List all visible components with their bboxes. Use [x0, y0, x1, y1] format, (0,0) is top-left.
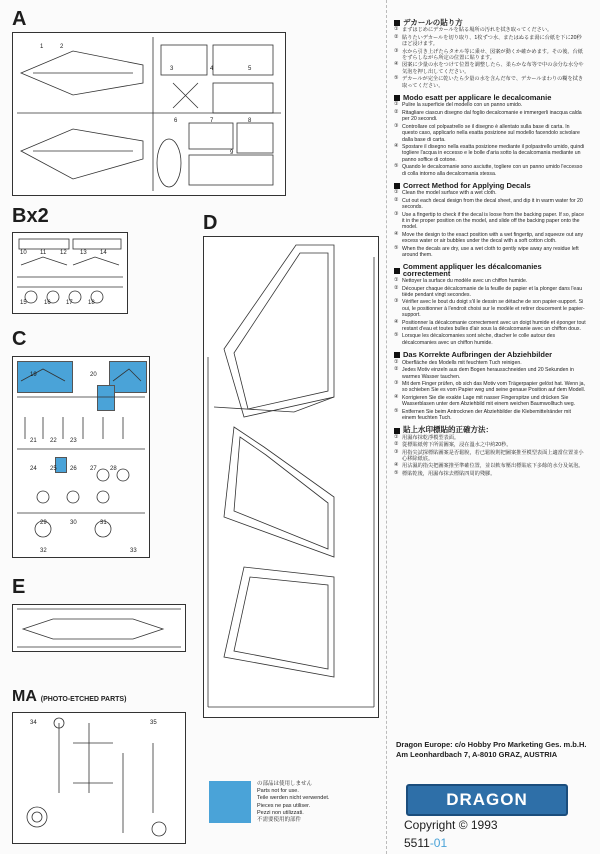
part-number: 26 — [70, 466, 77, 472]
fr-step-text: Positionner la décalcomanie correctement avec un doigt humide et éponger tout restant d'eau et toutes bulles d'air sous la décalcomanie avec un chiffon doux. — [402, 319, 586, 333]
en-heading — [394, 180, 586, 190]
en-step-text: When the decals are dry, use a wet cloth to gently wipe away any residue left around them. — [402, 245, 579, 258]
part-number: 17 — [66, 300, 73, 306]
sprue-e-frame — [12, 604, 186, 652]
it-step-text: Quando le decalcomanie sono asciutte, togliere con un panno umido l'eccesso di colla intorno alla decalcomania stessa. — [402, 164, 583, 177]
de-step-text: Entfernen Sie beim Antrocknen der Abziehbilder die Klebemittelränder mit einem feuchten Tuch. — [402, 408, 571, 421]
part-number: 7 — [210, 118, 214, 124]
notice-line: 不需要使用的部件 — [257, 817, 302, 824]
de-step: ④ Korrigieren Sie die exakte Lage mit nasser Fingerspitze und drücken Sie Wasserblasen unter dem Abziehbild mit einem weichen Baumwolltuch weg. — [394, 394, 576, 408]
jp-step-text: 図案に少量の水をつけて位置を調整したら、柔らかな布等で中の余分な水分や気泡を押し出してください。 — [402, 62, 584, 75]
section-d-label: D — [203, 212, 218, 234]
en-title: Correct Method for Applying Decals — [403, 180, 531, 190]
notice-line: の部品は使用しません — [257, 781, 313, 787]
part-number: 28 — [110, 466, 117, 472]
jp-step-text: 水から引き上げたらタオル等に乗せ、図案が動くか確かめます。その後、台紙をずらしながら所定の位置に貼ります。 — [402, 48, 583, 62]
part-number: 6 — [174, 118, 178, 124]
sprue-c-drawing — [13, 357, 149, 557]
ma-drawing — [13, 713, 185, 843]
part-number: 25 — [50, 466, 57, 472]
en-step: ④ Move the design to the exact position with a wet fingertip, and squeeze out any excess water or air bubbles under the decal with a soft cotton cloth. — [394, 231, 584, 245]
part-number: 31 — [100, 520, 107, 526]
part-number: 32 — [40, 548, 47, 554]
fr-step: ① Nettoyer la surface du modèle avec un chiffon humide. — [394, 278, 528, 285]
section-b-label: Bx2 — [12, 205, 49, 227]
distributor-line-1: Dragon Europe: c/o Hobby Pro Marketing Ges. m.b.H. — [396, 740, 587, 749]
notice-line: Pieces ne pas utiliser. — [257, 802, 311, 809]
section-ma-label — [12, 688, 126, 706]
sprue-a-drawing — [13, 33, 285, 195]
part-number: 23 — [70, 438, 77, 444]
jp-step-text: まずはじめにデカールを貼る場所の汚れを拭き取ってください。 — [402, 27, 553, 34]
it-step-text: Ritagliare ciascun disegno dal foglio decalcomanie e immergerli inacqua calda per 20 secondi. — [402, 109, 582, 123]
jp-step-text: デカールが完全に乾いたら少量の水を含んだ布で、デカールまわりの糊を拭き取ってください。 — [402, 76, 584, 89]
jp-step: ① まずはじめにデカールを貼る場所の汚れを拭き取ってください。 — [394, 27, 553, 34]
sprue-c-frame — [12, 356, 150, 558]
zh-step-text: 從標貼紙剪下所需圖案，浸在溫水之中約20秒。 — [402, 442, 512, 449]
jp-title: デカールの貼り方 — [403, 18, 463, 27]
product-code — [404, 836, 447, 850]
de-heading — [394, 352, 586, 358]
fr-heading — [394, 264, 586, 277]
ma-note: (PHOTO-ETCHED PARTS) — [40, 696, 127, 703]
part-number: 29 — [40, 520, 47, 526]
en-step-text: Move the design to the exact position with a wet fingertip, and squeeze out any excess water or air bubbles under the decal with a soft cotton cloth. — [402, 231, 584, 245]
fr-step-text: Nettoyer la surface du modèle avec un chiffon humide. — [402, 278, 528, 285]
part-number: 2 — [60, 44, 64, 50]
de-step: ① Oberfläche des Modells mit feuchtem Tuch reinigen. — [394, 359, 522, 366]
de-step-text: Jedes Motiv einzeln aus dem Bogen herausschneiden und 20 Sekunden in warmes Wasser tauchen. — [402, 367, 574, 380]
fr-step-text: Vérifier avec le bout du doigt s'il le dessin se détache de son papier-support. Si oui, le positionner à l'endroit choisi sur le modèle et retirer doucement le papier-support. — [402, 299, 585, 319]
it-step-text: Pulire la superficie del modello con un panno umido. — [402, 102, 523, 109]
fr-step-text: Lorsque les décalcomanies sont sèche, dtacher le colle autour des décalcomanies avec un chiffon humide. — [402, 333, 556, 346]
decal-instructions — [394, 14, 586, 478]
sprue-a-frame — [12, 32, 286, 196]
zh-step: ② 從標貼紙剪下所需圖案，浸在溫水之中約20秒。 — [394, 442, 512, 449]
distributor-address — [396, 740, 586, 760]
de-step-text: Mit dem Finger prüfen, ob sich das Motiv vom Trägerpapier gelöst hat. Wenn ja, so schieben Sie es vom Papier weg und seine genaue Position auf dem Modell. — [402, 380, 586, 394]
part-number: 14 — [100, 250, 107, 256]
sprue-d-drawing — [204, 237, 378, 717]
it-step-text: Spostare il disegno nella esatta posizione mediante il polpastrello umido, quindi togliere l'acqua in eccesso e le bolle d'aria sotto la decalcomania mediante un panno soffice di cotone. — [402, 143, 585, 163]
part-number: 21 — [30, 438, 37, 444]
notice-line: Pezzi non utilizzati. — [257, 809, 304, 816]
it-title: Modo esatt per applicare le decalcomanie — [403, 93, 552, 103]
en-step-text: Cut out each decal design from the decal sheet, and dip it in warm water for 20 seconds. — [402, 197, 583, 211]
part-number: 15 — [20, 300, 27, 306]
en-step: ③ Use a fingertip to check if the decal is loose from the backing paper. If so, place it in the proper position on the model, and slide off the backing paper onto the model. — [394, 211, 584, 231]
column-divider — [386, 0, 387, 854]
distributor-line-2: Am Leonhardbach 7, A-8010 GRAZ, AUSTRIA — [396, 750, 558, 759]
product-code-suffix: -01 — [429, 836, 448, 850]
fr-step-text: Découper chaque décalcomanie de la feuille de papier et la plonger dans l'eau tiède pendant vingt secondes. — [402, 285, 583, 299]
it-heading — [394, 95, 586, 101]
fr-step: ④ Positionner la décalcomanie correctement avec un doigt humide et éponger tout restant d'eau et toutes bulles d'air sous la décalcomanie avec un chiffon doux. — [394, 319, 586, 333]
sprue-d-frame — [203, 236, 379, 718]
it-step: ① Pulire la superficie del modello con un panno umido. — [394, 102, 523, 109]
part-number: 13 — [80, 250, 87, 256]
fr-step: ⑤ Lorsque les décalcomanies sont sèche, dtacher le colle autour des décalcomanies avec un chiffon humide. — [394, 333, 556, 346]
zh-step-text: 用沾濕的指尖把圖案推至準確位置，並以軟布壓出標貼底下多餘的水分及氣泡。 — [402, 463, 584, 470]
jp-step: ④ 図案に少量の水をつけて位置を調整したら、柔らかな布等で中の余分な水分や気泡を押し出してください。 — [394, 62, 584, 75]
zh-step-text: 用濕布抹乾淨模型表面。 — [402, 434, 460, 441]
product-code-main: 5511 — [404, 836, 430, 850]
part-number: 11 — [40, 250, 47, 256]
part-number: 24 — [30, 466, 37, 472]
fr-step: ③ Vérifier avec le bout du doigt s'il le dessin se détache de son papier-support. Si oui, le positionner à l'endroit choisi sur le modèle et retirer doucement le papier-support. — [394, 299, 585, 319]
part-number: 22 — [50, 438, 57, 444]
part-number: 12 — [60, 250, 67, 256]
part-number: 3 — [170, 66, 174, 72]
it-step: ④ Spostare il disegno nella esatta posizione mediante il polpastrello umido, quindi togliere l'acqua in eccesso e le bolle d'aria sotto la decalcomania mediante un panno soffice di cotone. — [394, 143, 585, 163]
it-step: ③ Controllare col polpastrello se il disegno è allentato sulla base di carta. In questo caso, applicarlo nella esatta posizione sul modello facendolo scivolare dalla base di carta. — [394, 123, 580, 143]
notice-line: Teile werden nicht verwendet. — [257, 795, 330, 802]
unused-parts-swatch — [209, 781, 251, 823]
zh-heading — [394, 427, 586, 433]
part-number: 1 — [40, 44, 44, 50]
en-step-text: Use a fingertip to check if the decal is loose from the backing paper. If so, place it in the proper position on the model, and slide off the backing paper onto the model. — [402, 211, 584, 231]
zh-step: ⑤ 標貼乾後，用濕布抹去標貼四周的殘膠。 — [394, 470, 496, 477]
section-a-label: A — [12, 8, 27, 30]
sprue-e-drawing — [13, 605, 185, 651]
de-step-text: Korrigieren Sie die exakte Lage mit nasser Fingerspitze und drücken Sie Wasserblasen unter dem Abziehbild mit einem weichen Baumwolltuch weg. — [402, 394, 576, 408]
en-step-text: Clean the model surface with a wet cloth. — [402, 190, 497, 197]
copyright-text: Copyright © 1993 — [404, 818, 498, 832]
de-step: ② Jedes Motiv einzeln aus dem Bogen herausschneiden und 20 Sekunden in warmes Wasser tauchen. — [394, 367, 574, 380]
part-number: 30 — [70, 520, 77, 526]
part-number: 20 — [90, 372, 97, 378]
part-number: 5 — [248, 66, 252, 72]
part-number: 10 — [20, 250, 27, 256]
fr-title: Comment appliquer les décalcomanies correctement — [402, 262, 542, 278]
dragon-logo: DRAGON — [406, 784, 568, 816]
zh-step: ① 用濕布抹乾淨模型表面。 — [394, 434, 460, 441]
part-number: 35 — [150, 720, 157, 726]
it-step: ⑤ Quando le decalcomanie sono asciutte, togliere con un panno umido l'eccesso di colla intorno alla decalcomania stessa. — [394, 164, 583, 177]
it-step: ② Ritagliare ciascun disegno dal foglio decalcomanie e immergerli inacqua calda per 20 secondi. — [394, 109, 582, 123]
it-step-text: Controllare col polpastrello se il disegno è allentato sulla base di carta. In questo caso, applicarlo nella esatta posizione sul modello facendolo scivolare dalla base di carta. — [402, 123, 580, 143]
jp-step: ② 貼りたいデカールを切り取り、1枚ずつ水、またはぬるま湯に台紙を下に20秒ほど浸けます。 — [394, 34, 582, 48]
zh-step-text: 標貼乾後，用濕布抹去標貼四周的殘膠。 — [402, 470, 496, 477]
ma-title: MA — [12, 688, 37, 705]
unused-parts-notice — [257, 781, 329, 824]
part-number: 34 — [30, 720, 37, 726]
de-step-text: Oberfläche des Modells mit feuchtem Tuch reinigen. — [402, 359, 522, 366]
zh-step: ③ 用指尖試探標貼圖案是否鬆脫，若已鬆脫則把圖案推至模型表面上適當位置並小心移除紙底。 — [394, 449, 584, 462]
part-number: 33 — [130, 548, 137, 554]
fr-step: ② Découper chaque décalcomanie de la feuille de papier et la plonger dans l'eau tiède pendant vingt secondes. — [394, 285, 583, 299]
notice-line: Parts not for use. — [257, 788, 299, 795]
zh-title: 貼上水印標貼的正確方法： — [403, 425, 493, 435]
part-number: 27 — [90, 466, 97, 472]
zh-step-text: 用指尖試探標貼圖案是否鬆脫，若已鬆脫則把圖案推至模型表面上適當位置並小心移除紙底。 — [402, 449, 584, 462]
ma-frame — [12, 712, 186, 844]
en-step: ① Clean the model surface with a wet cloth. — [394, 190, 497, 197]
part-number: 4 — [210, 66, 214, 72]
en-step: ② Cut out each decal design from the decal sheet, and dip it in warm water for 20 seconds. — [394, 197, 583, 211]
en-step: ⑤ When the decals are dry, use a wet cloth to gently wipe away any residue left around them. — [394, 245, 579, 258]
zh-step: ④ 用沾濕的指尖把圖案推至準確位置，並以軟布壓出標貼底下多餘的水分及氣泡。 — [394, 463, 584, 470]
jp-step: ③ 水から引き上げたらタオル等に乗せ、図案が動くか確かめます。その後、台紙をずらしながら所定の位置に貼ります。 — [394, 48, 583, 62]
jp-heading — [394, 20, 586, 26]
section-c-label: C — [12, 328, 27, 350]
part-number: 16 — [44, 300, 51, 306]
part-number: 18 — [88, 300, 95, 306]
part-number: 9 — [230, 150, 234, 156]
jp-step: ⑤ デカールが完全に乾いたら少量の水を含んだ布で、デカールまわりの糊を拭き取ってください。 — [394, 76, 584, 89]
de-title: Das Korrekte Aufbringen der Abziehbilder — [403, 350, 553, 360]
jp-step-text: 貼りたいデカールを切り取り、1枚ずつ水、またはぬるま湯に台紙を下に20秒ほど浸けます。 — [402, 34, 582, 48]
de-step: ⑤ Entfernen Sie beim Antrocknen der Abziehbilder die Klebemittelränder mit einem feuchten Tuch. — [394, 408, 571, 421]
part-number: 8 — [248, 118, 252, 124]
part-number: 19 — [30, 372, 37, 378]
de-step: ③ Mit dem Finger prüfen, ob sich das Motiv vom Trägerpapier gelöst hat. Wenn ja, so schieben Sie es vom Papier weg und seine genaue Position auf dem Modell. — [394, 380, 586, 394]
section-e-label: E — [12, 576, 26, 598]
